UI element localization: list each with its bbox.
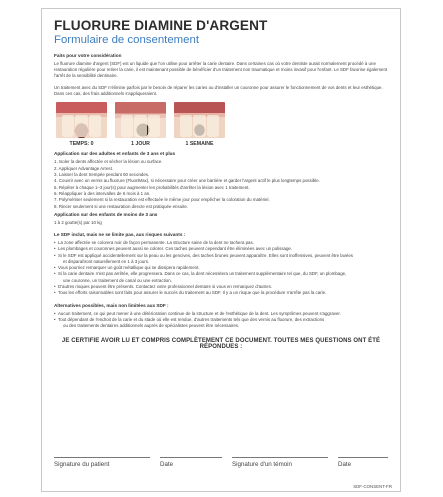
alternatives-heading: Alternatives possibles, mais non limitées aux SDF : (54, 302, 169, 308)
photo-time-0 (56, 102, 107, 147)
risk-item: et disparaîtront naturellement en 1 à 3 jours. (63, 258, 150, 264)
adult-step: 6. Réappliquer à des intervalles de 6 mois à 1 an. (54, 190, 151, 196)
adults-heading: Application sur des adultes et enfants de 3 ans et plus (54, 151, 176, 157)
risks-list (54, 240, 388, 297)
adult-step: 4. Couvrir avec un vernis au fluorure (FluoriMax), si nécessaire pour créer une barrière et garder l'argent actif le plus longtemps possible. (54, 178, 320, 184)
risk-item: • Les plombages et couronnes peuvent aussi se colorer. Ces taches peuvent cependant être éliminées avec un polissage. (54, 246, 388, 252)
consent-form-page (41, 8, 401, 492)
risk-item: • La zone affectée se colorera noir de façon permanente. La structure saine de la dent ne tachera pas. (54, 240, 388, 246)
alternative-item: ou des traitements dentaires additionnels auprès de spécialistes peuvent être nécessaires. (63, 323, 240, 329)
facts-paragraph-2: Un traitement avec du SDF n'élimine parfois par le besoin de réparer les caries ou d'installer un couronne pour assurer le fonctionnement de vos dents et leur esthétique. Dans ces cas, des frais additionnels s'appliqueraient. (54, 85, 383, 97)
form-title: FLUORURE DIAMINE D'ARGENT (54, 18, 268, 33)
date-label: Date (160, 461, 174, 468)
children-dose: 1 à 2 goutte(s) par 10 kg (54, 219, 102, 225)
photo-caption: 1 JOUR (131, 141, 150, 148)
risk-item: • Tous les efforts raisonnables sont faits pour assurer le succès du traitement au SDF. Il y a un risque que la procédure n'arrête pas la carie. (54, 290, 388, 296)
adult-step: 8. Rincer seulement si une restauration directe est pratiquée ensuite. (54, 203, 188, 209)
signature-line (232, 457, 328, 458)
alternatives-list (54, 311, 388, 330)
tooth-photo-image (115, 102, 166, 138)
tooth-photo-image (56, 102, 107, 138)
alternative-item: • Aucun traitement, ce qui peut mener à une détérioration continue de la structure et de l'esthétique de la dent. Les symptômes peuvent s'aggraver. (54, 311, 388, 317)
adult-step: 1. Isoler la dents affectée et sécher la lésion ou surface. (54, 159, 163, 165)
patient-date-field[interactable] (160, 457, 222, 468)
photo-1-week (174, 102, 225, 147)
witness-date-field[interactable] (338, 457, 388, 468)
alternative-item: • Tout dépendant de l'endroit de la carie et du stade où elle est rendue, d'autres traitements tels que des vernis au fluorure, des extractions (54, 317, 388, 323)
risk-item: • Si la carie dentaire n'est pas arrêtée, elle progressera. Dans ce cas, la dent nécessitera un traitement supplémentaire tel que, du SDF, un plombage, (54, 271, 388, 277)
signature-line (54, 457, 150, 458)
certification-statement: JE CERTIFIE AVOIR LU ET COMPRIS COMPLÈTEMENT CE DOCUMENT. TOUTES MES QUESTIONS ONT ÉTÉ RÉPONDUES : (61, 337, 381, 350)
adult-step: 3. Laisser la dent trempée pendant 60 secondes. (54, 172, 150, 178)
risk-item: • D'autres risques peuvent être présents. Contactez votre professionnel dentaire si vous en remarquez d'autres. (54, 284, 388, 290)
children-heading: Application sur des enfants de moins de 3 ans (54, 211, 158, 217)
photo-caption: TEMPS: 0 (69, 141, 94, 148)
treatment-photos (56, 102, 388, 147)
patient-signature-label: Signature du patient (54, 461, 110, 468)
photo-caption: 1 SEMAINE (185, 141, 214, 148)
witness-signature-field[interactable] (232, 457, 328, 468)
adult-step: 5. Répéter à chaque 1–3 jour(s) pour augmenter les probabilités d'arrêter la lésion avec 1 traitement. (54, 184, 250, 190)
risk-item: • Si le SDF est appliqué accidentellement sur la peau ou les gencives, des taches brunes peuvent apparaître. Elles sont inoffensives, peuvent être lavées (54, 253, 388, 259)
facts-heading: Faits pour votre considération (54, 53, 122, 58)
signature-line (160, 457, 222, 458)
risk-item: • Vous pourriez remarquer un goût métallique qui se dissipera rapidement. (54, 265, 388, 271)
form-code: SDF-CONSENT-FR (353, 484, 392, 489)
patient-signature-field[interactable] (54, 457, 150, 468)
witness-signature-label: Signature d'un témoin (232, 461, 293, 468)
signature-line (338, 457, 388, 458)
date-label: Date (338, 461, 352, 468)
signature-block (54, 457, 388, 468)
adult-step: 2. Appliquer Advantage Arrest. (54, 165, 114, 171)
photo-1-day (115, 102, 166, 147)
risk-item: une couronne, un traitement de canal ou une extraction. (63, 277, 172, 283)
form-subtitle: Formulaire de consentement (54, 34, 199, 46)
risks-heading: Le SDF inclut, mais ne se limite pas, aux risques suivants : (54, 231, 186, 237)
adult-step: 7. Polymériser seulement si la restauration est effectuée le même jour pour empêcher la coloration du matériel. (54, 197, 270, 203)
facts-paragraph-1: Le fluorure diamine d'argent (SDF) est un liquide que l'on utilise pour arrêter la carie dentaire. Dans certaines cas où votre dentiste aurait normalement procédé à une restauration régulière pour retirer la carie, il est maintenant possible de bénéficier d'un traitement non traumatique et moins invasif pour l'enfant. Le SDF favorise également l'arrêt de la sensibilité dentinaire. (54, 61, 388, 79)
adult-steps-list (54, 159, 388, 209)
tooth-photo-image (174, 102, 225, 138)
